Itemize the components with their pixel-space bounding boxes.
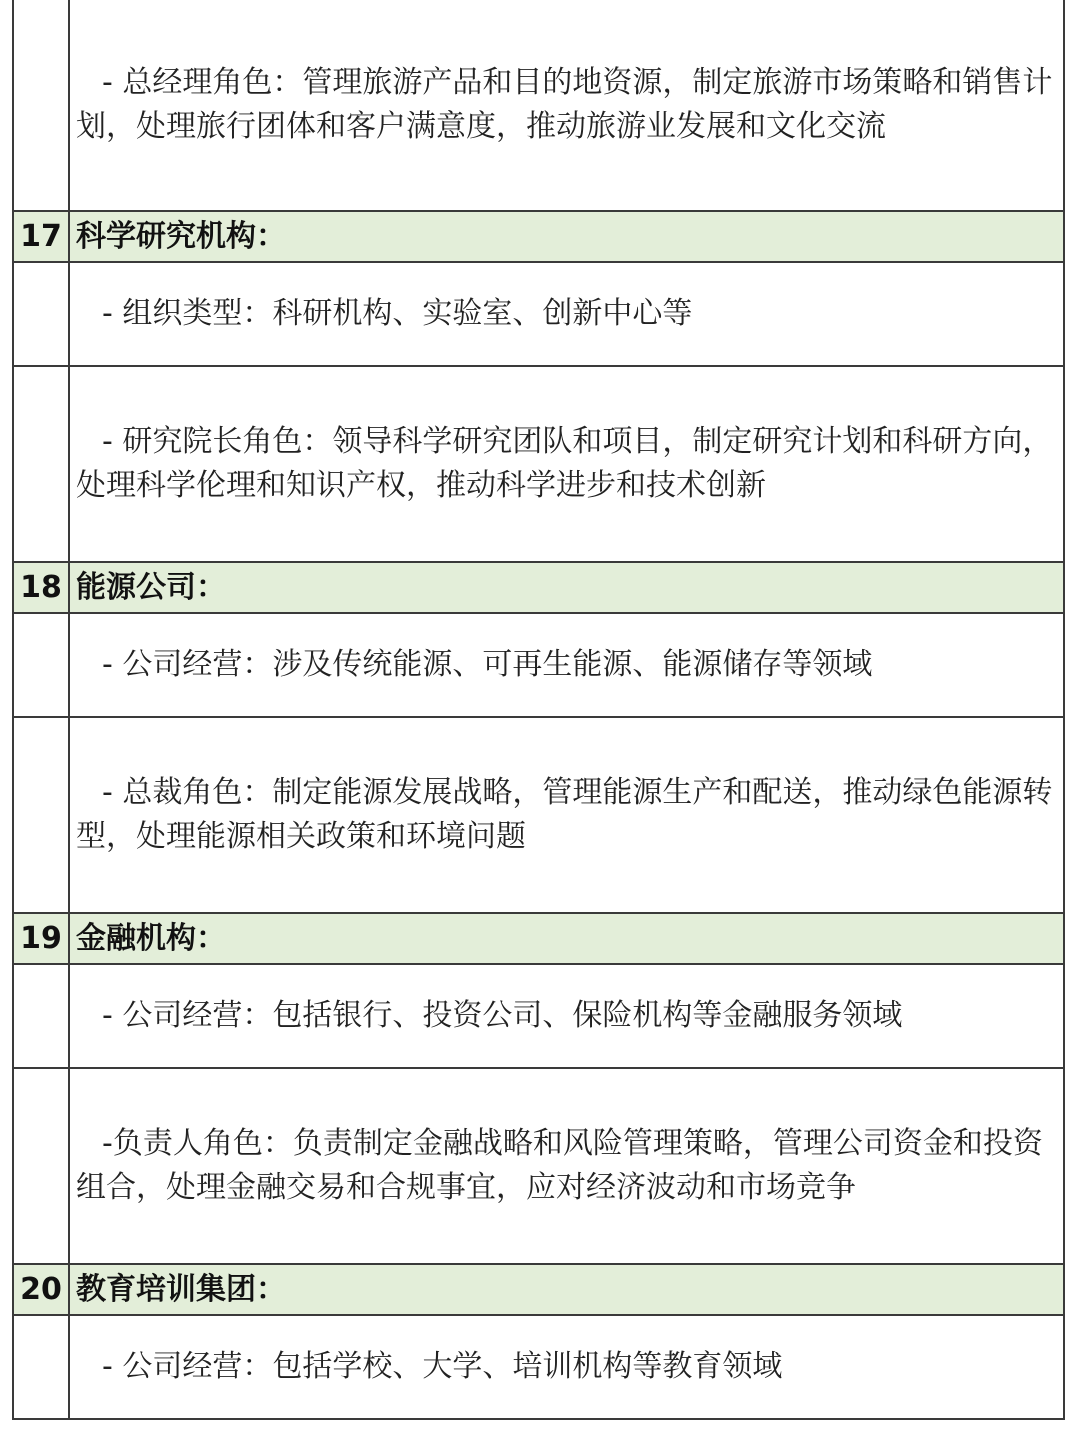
section-number: 20 xyxy=(13,1264,69,1315)
section-title: 教育培训集团： xyxy=(69,1264,1064,1315)
item-row xyxy=(13,1068,1064,1264)
row-number-cell xyxy=(13,1315,69,1419)
item-text: - 公司经营：包括银行、投资公司、保险机构等金融服务领域 xyxy=(69,964,1064,1068)
section-header-row xyxy=(13,562,1064,613)
section-number: 18 xyxy=(13,562,69,613)
section-header-row xyxy=(13,1264,1064,1315)
section-number: 19 xyxy=(13,913,69,964)
row-number-cell xyxy=(13,717,69,913)
row-number-cell xyxy=(13,262,69,366)
row-number-cell xyxy=(13,366,69,562)
item-row xyxy=(13,717,1064,913)
item-text: - 公司经营：涉及传统能源、可再生能源、能源储存等领域 xyxy=(69,613,1064,717)
item-row xyxy=(13,262,1064,366)
item-row xyxy=(13,366,1064,562)
item-row xyxy=(13,1315,1064,1419)
section-title: 能源公司： xyxy=(69,562,1064,613)
section-header-row xyxy=(13,913,1064,964)
item-row xyxy=(13,0,1064,211)
section-title: 金融机构： xyxy=(69,913,1064,964)
item-text: - 公司经营：包括学校、大学、培训机构等教育领域 xyxy=(69,1315,1064,1419)
row-number-cell xyxy=(13,613,69,717)
roles-table-container xyxy=(12,0,1065,1420)
row-number-cell xyxy=(13,964,69,1068)
item-text: -负责人角色：负责制定金融战略和风险管理策略，管理公司资金和投资组合，处理金融交易和合规事宜，应对经济波动和市场竞争 xyxy=(69,1068,1064,1264)
item-text: - 总裁角色：制定能源发展战略，管理能源生产和配送，推动绿色能源转型，处理能源相关政策和环境问题 xyxy=(69,717,1064,913)
item-row xyxy=(13,964,1064,1068)
section-number: 17 xyxy=(13,211,69,262)
roles-table xyxy=(12,0,1065,1420)
section-title: 科学研究机构： xyxy=(69,211,1064,262)
section-header-row xyxy=(13,211,1064,262)
row-number-cell xyxy=(13,1068,69,1264)
item-text: - 总经理角色：管理旅游产品和目的地资源，制定旅游市场策略和销售计划，处理旅行团体和客户满意度，推动旅游业发展和文化交流 xyxy=(69,0,1064,211)
item-text: - 研究院长角色：领导科学研究团队和项目，制定研究计划和科研方向，处理科学伦理和知识产权，推动科学进步和技术创新 xyxy=(69,366,1064,562)
item-row xyxy=(13,613,1064,717)
row-number-cell xyxy=(13,0,69,211)
item-text: - 组织类型：科研机构、实验室、创新中心等 xyxy=(69,262,1064,366)
